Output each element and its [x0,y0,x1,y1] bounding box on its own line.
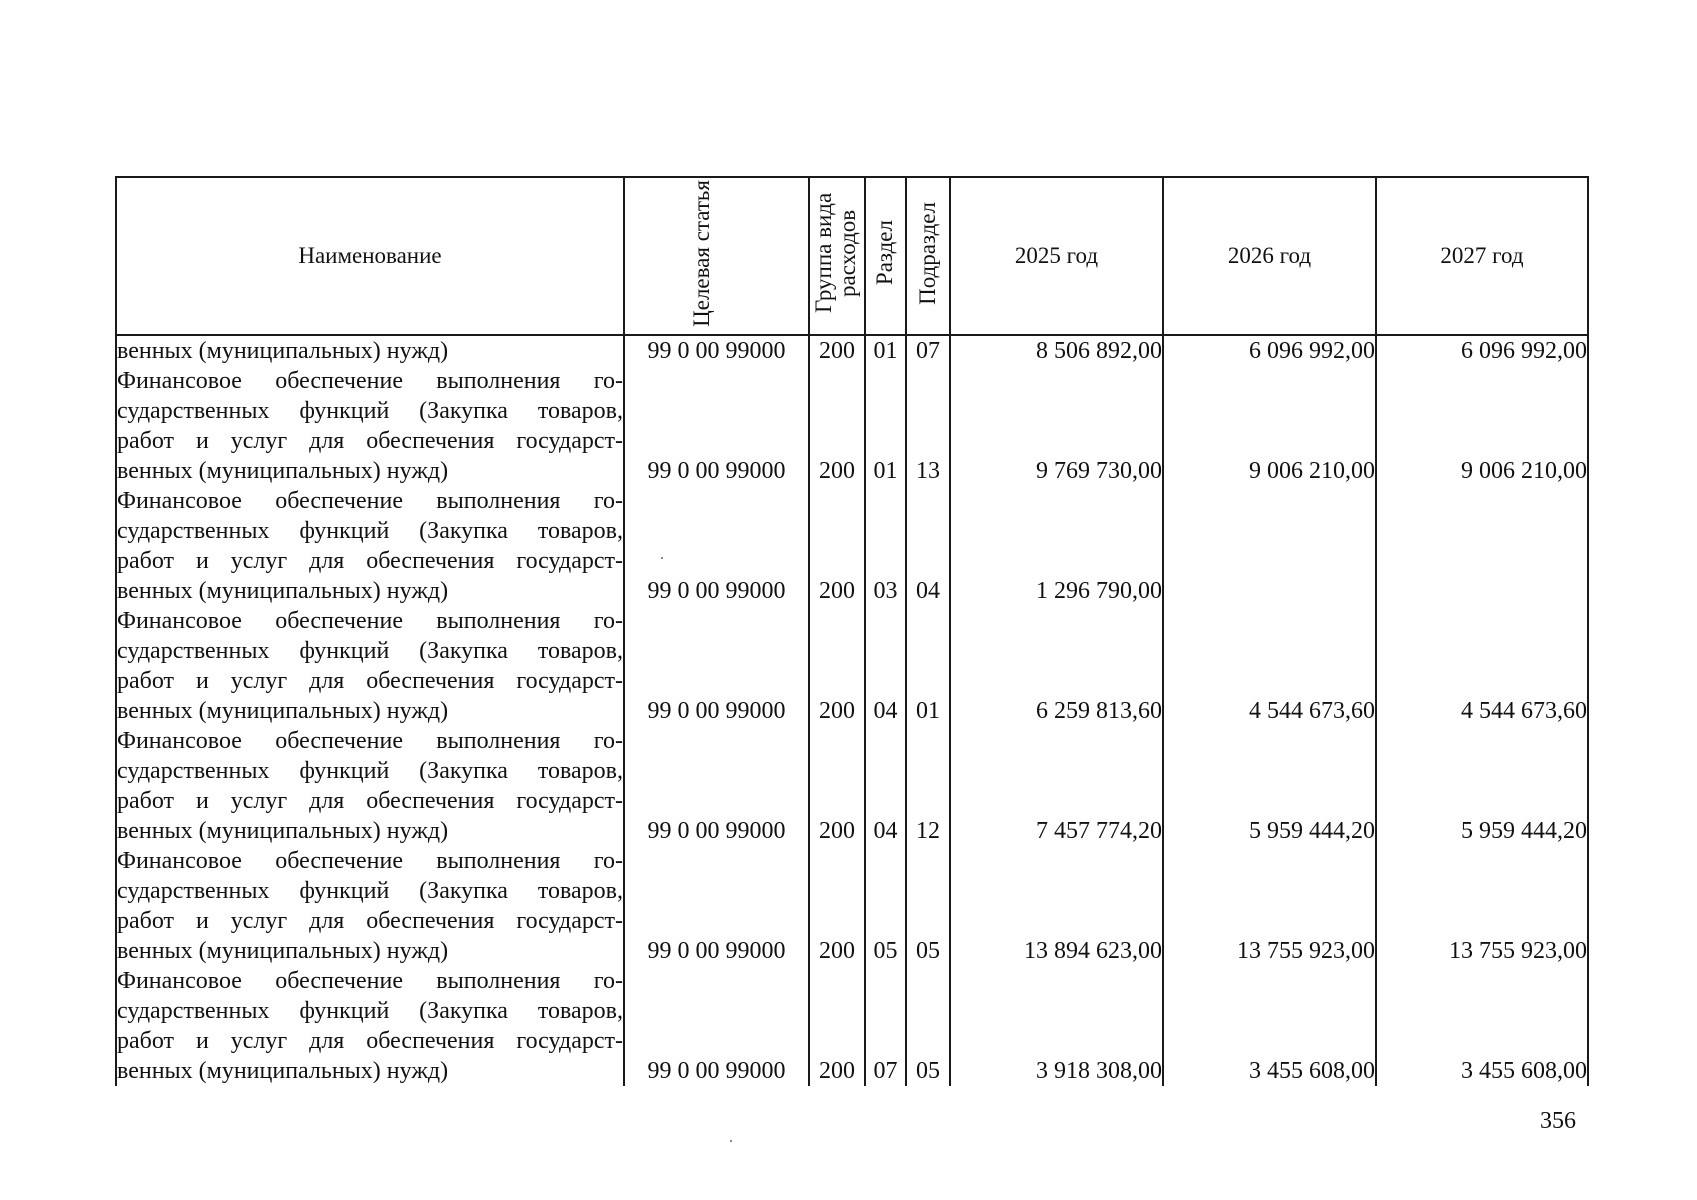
cell-amount-2026: 6 096 992,00 [1163,335,1376,366]
header-year-2026: 2026 год [1163,177,1376,335]
cell-amount-2025: 6 259 813,60 [950,606,1163,726]
cell-name [116,366,624,486]
cell-target-article: 99 0 00 99000 [624,366,809,486]
cell-amount-2027: 6 096 992,00 [1376,335,1588,366]
scan-speck [730,1140,732,1142]
cell-amount-2025: 7 457 774,20 [950,726,1163,846]
header-target-article [624,177,809,335]
header-subsection: Подраздел [906,177,950,335]
scan-speck [661,557,663,559]
cell-expense-group: 200 [809,335,865,366]
cell-name-line: венных (муниципальных) нужд) [117,458,449,484]
cell-name-line: сударственных функций (Закупка товаров, [117,878,623,904]
cell-name [116,966,624,1086]
table-row [116,846,1588,966]
cell-expense-group: 200 [809,726,865,846]
cell-name-line: работ и услуг для обеспечения государст- [117,428,623,454]
header-expense-group-label: Группа вида расходов [810,192,860,314]
page-number: 356 [1540,1108,1576,1134]
cell-name-line: работ и услуг для обеспечения государст- [117,548,623,574]
cell-name [116,726,624,846]
cell-amount-2026: 4 544 673,60 [1163,606,1376,726]
cell-name-line: венных (муниципальных) нужд) [117,818,449,844]
cell-amount-2026 [1163,486,1376,606]
cell-name-line: сударственных функций (Закупка товаров, [117,998,623,1024]
cell-amount-2025: 8 506 892,00 [950,335,1163,366]
cell-subsection: 07 [906,335,950,366]
cell-amount-2027: 5 959 444,20 [1376,726,1588,846]
cell-name-line: сударственных функций (Закупка товаров, [117,758,623,784]
cell-target-article: 99 0 00 99000 [624,966,809,1086]
cell-amount-2027 [1376,486,1588,606]
header-section: Раздел [865,177,906,335]
cell-name-line: венных (муниципальных) нужд) [117,1058,449,1084]
cell-name-line: Финансовое обеспечение выполнения го- [117,368,623,394]
cell-name-line: сударственных функций (Закупка товаров, [117,518,623,544]
cell-amount-2025: 9 769 730,00 [950,366,1163,486]
cell-amount-2027: 13 755 923,00 [1376,846,1588,966]
table-header-row [116,177,1588,335]
cell-expense-group: 200 [809,486,865,606]
cell-expense-group: 200 [809,606,865,726]
cell-amount-2026: 5 959 444,20 [1163,726,1376,846]
cell-name-line: Финансовое обеспечение выполнения го- [117,608,623,634]
cell-amount-2027: 9 006 210,00 [1376,366,1588,486]
cell-target-article: 99 0 00 99000 [624,335,809,366]
header-expense-group [809,177,865,335]
cell-target-article: 99 0 00 99000 [624,846,809,966]
header-target-article-label: Целевая статья [689,179,715,327]
cell-section: 03 [865,486,906,606]
cell-name-line: работ и услуг для обеспечения государст- [117,1028,623,1054]
cell-expense-group: 200 [809,966,865,1086]
header-year-2027: 2027 год [1376,177,1588,335]
table-row [116,366,1588,486]
cell-expense-group: 200 [809,846,865,966]
cell-section: 04 [865,726,906,846]
table-row [116,606,1588,726]
cell-subsection: 05 [906,846,950,966]
cell-subsection: 01 [906,606,950,726]
cell-name-line: венных (муниципальных) нужд) [117,578,449,604]
cell-name-line: сударственных функций (Закупка товаров, [117,398,623,424]
cell-name [116,335,624,366]
budget-table-container [115,176,1589,1086]
cell-section: 01 [865,335,906,366]
cell-amount-2025: 1 296 790,00 [950,486,1163,606]
cell-section: 01 [865,366,906,486]
cell-name-line: Финансовое обеспечение выполнения го- [117,728,623,754]
cell-name-line: работ и услуг для обеспечения государст- [117,908,623,934]
cell-name-line: венных (муниципальных) нужд) [117,938,449,964]
cell-section: 07 [865,966,906,1086]
cell-section: 04 [865,606,906,726]
cell-name-line: Финансовое обеспечение выполнения го- [117,848,623,874]
cell-amount-2026: 9 006 210,00 [1163,366,1376,486]
cell-subsection: 05 [906,966,950,1086]
cell-target-article: 99 0 00 99000 [624,726,809,846]
table-row [116,335,1588,366]
cell-name [116,846,624,966]
cell-amount-2026: 3 455 608,00 [1163,966,1376,1086]
cell-target-article: 99 0 00 99000 [624,486,809,606]
header-name: Наименование [116,177,624,335]
cell-name-line: работ и услуг для обеспечения государст- [117,788,623,814]
table-body [116,335,1588,1086]
cell-amount-2025: 13 894 623,00 [950,846,1163,966]
cell-name [116,606,624,726]
cell-amount-2027: 4 544 673,60 [1376,606,1588,726]
table-row [116,966,1588,1086]
cell-amount-2027: 3 455 608,00 [1376,966,1588,1086]
table-row [116,486,1588,606]
cell-expense-group: 200 [809,366,865,486]
cell-name-line: Финансовое обеспечение выполнения го- [117,968,623,994]
cell-amount-2026: 13 755 923,00 [1163,846,1376,966]
cell-name-line: венных (муниципальных) нужд) [117,338,449,364]
cell-subsection: 04 [906,486,950,606]
cell-subsection: 13 [906,366,950,486]
cell-name-line: Финансовое обеспечение выполнения го- [117,488,623,514]
budget-table [115,176,1589,1086]
cell-section: 05 [865,846,906,966]
table-row [116,726,1588,846]
cell-amount-2025: 3 918 308,00 [950,966,1163,1086]
cell-subsection: 12 [906,726,950,846]
cell-name-line: сударственных функций (Закупка товаров, [117,638,623,664]
cell-name-line: венных (муниципальных) нужд) [117,698,449,724]
cell-name [116,486,624,606]
cell-target-article: 99 0 00 99000 [624,606,809,726]
header-year-2025: 2025 год [950,177,1163,335]
cell-name-line: работ и услуг для обеспечения государст- [117,668,623,694]
